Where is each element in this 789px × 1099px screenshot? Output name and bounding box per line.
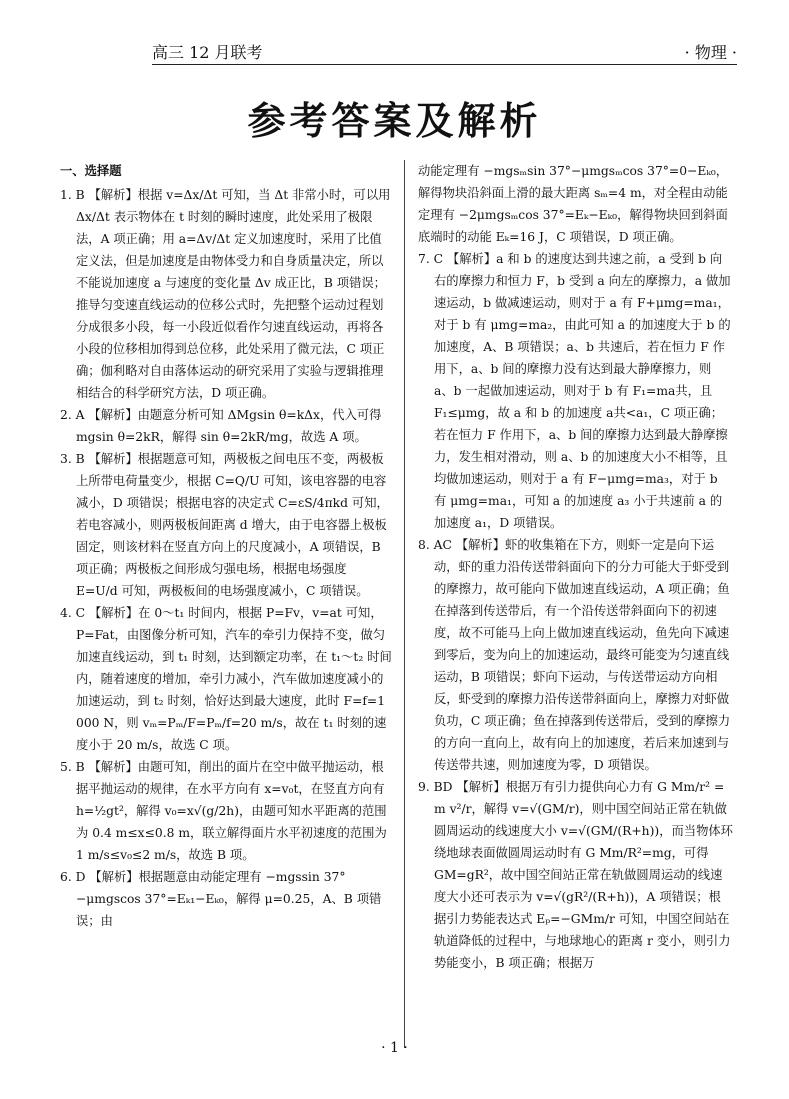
column-divider [404,160,405,1048]
page-header [152,30,737,65]
answer-item-6: 6. D 【解析】根据题意由动能定理有 −mgssin 37°−μmgscos 37°=Eₖ₁−Eₖ₀，解得 μ=0.25，A、B 项错误；由 [60,870,382,928]
answer-item-6-continued: 动能定理有 −mgsₘsin 37°−μmgsₘcos 37°=0−Eₖ₀，解得物块沿斜面上滑的最大距离 sₘ=4 m，对全程由动能定理有 −2μmgsₘcos 37°=Eₖ−Eₖ₀，解得物块回到斜面底端时的动能 Eₖ=16 J，C 项错误，D 项正确。 [418,164,729,244]
section-heading: 一、选择题 [60,164,122,178]
answer-item-8: 8. AC 【解析】虾的收集箱在下方，则虾一定是向下运动，虾的重力沿传送带斜面向下的分力可能大于虾受到的摩擦力，故可能向下做加速直线运动，A 项正确；鱼在掉落到传送带后，有一个沿传送带斜面向下的初速度，故不可能马上向上做加速直线运动，鱼先向下减速到零后，变为向上的加速运动，最终可能变为匀速直线运动，B 项错误；虾向下运动，与传送带运动方向相反，虾受到的摩擦力沿传送带斜面向上，摩擦力对虾做负功，C 项正确；鱼在掉落到传送带后，受到的摩擦力的方向一直向上，故有向上的加速度，若后来加速到与传送带共速，则加速度为零，D 项错误。 [418,538,731,772]
answer-item-9: 9. BD 【解析】根据万有引力提供向心力有 G Mm/r² = m v²/r，解得 v=√(GM/r)，则中国空间站正常在轨做圆周运动的线速度大小 v=√(GM/(R+h))，而当物体环绕地球表面做圆周运动时有 G Mm/R²=mg，可得 GM=gR²，故中国空间站正常在轨做圆周运动的线速度大小还可表示为 v=√(gR²/(R+h))，A 项错误；根据引力势能表达式 Eₚ=−GMm/r 可知，中国空间站在轨道降低的过程中，与地球地心的距离 r 变小，则引力势能变小，B 项正确；根据万 [418,780,733,970]
answer-item-2: 2. A 【解析】由题意分析可知 ΔMgsin θ=kΔx，代入可得 mgsin θ=2kR，解得 sin θ=2kR/mg，故选 A 项。 [60,408,382,444]
answer-item-1: 1. B 【解析】根据 v=Δx/Δt 可知，当 Δt 非常小时，可以用 Δx/Δt 表示物体在 t 时刻的瞬时速度，此处采用了极限法，A 项正确；用 a=Δv/Δt 定义加速度时，采用了比值定义法，但是加速度是由物体受力和自身质量决定，所以不能说加速度 a 与速度的变化量 Δv 成正比，B 项错误；推导匀变速直线运动的位移公式时，先把整个运动过程划分成很多小段，每一小段近似看作匀速直线运动，再将各小段的位移相加得到总位移，此处采用了微元法，C 项正确；伽利略对自由落体运动的研究采用了实验与逻辑推理相结合的科学研究方法，D 项正确。 [60,188,391,400]
page-number: · 1 · [381,1040,408,1056]
header-exam-title: 高三 12 月联考 [152,43,263,62]
answer-item-3: 3. B 【解析】根据题意可知，两极板之间电压不变，两极板上所带电荷量变少，根据 C=Q/U 可知，该电容器的电容减小，D 项错误；根据电容的决定式 C=εS/4πkd 可知，若电容减小，则两极板间距离 d 增大，由于电容器上极板固定，则该材料在竖直方向上的尺度减小，A 项错误，B 项正确；两极板之间形成匀强电场，根据电场强度 E=U/d 可知，两极板间的电场强度减小，C 项错误。 [60,452,389,598]
answer-item-7: 7. C 【解析】a 和 b 的速度达到共速之前，a 受到 b 向右的摩擦力和恒力 F，b 受到 a 向左的摩擦力，a 做加速运动，b 做减速运动，则对于 a 有 F+μmg=ma₁，对于 b 有 μmg=ma₂，由此可知 a 的加速度大于 b 的加速度，A、B 项错误；a、b 共速后，若在恒力 F 作用下，a、b 间的摩擦力没有达到最大静摩擦力，则 a、b 一起做加速运动，则对于 b 有 F₁=ma共，且 F₁≤μmg，故 a 和 b 的加速度 a共<a₁，C 项正确；若在恒力 F 作用下，a、b 间的摩擦力达到最大静摩擦力，发生相对滑动，则 a、b 的加速度大小不相等，且均做加速运动，则对于 a 有 F−μmg=ma₃，对于 b 有 μmg=ma₁，可知 a 的加速度 a₃ 小于共速前 a 的加速度 a₁，D 项错误。 [418,252,731,530]
left-column [60,160,392,932]
header-subject: · 物理 · [684,43,737,62]
answer-item-5: 5. B 【解析】由题可知，削出的面片在空中做平抛运动，根据平抛运动的规律，在水平方向有 x=v₀t，在竖直方向有 h=½gt²，解得 v₀=x√(g/2h)，由题可知水平距离的范围为 0.4 m≤x≤0.8 m，联立解得面片水平初速度的范围为 1 m/s≤v₀≤2 m/s，故选 B 项。 [60,760,387,862]
page-title: 参考答案及解析 [247,99,542,143]
right-column [418,160,733,974]
answer-item-4: 4. C 【解析】在 0～t₁ 时间内，根据 P=Fv，v=at 可知，P=Fat，由图像分析可知，汽车的牵引力保持不变，做匀加速直线运动，到 t₁ 时刻，达到额定功率，在 t₁～t₂ 时间内，随着速度的增加，牵引力减小，汽车做加速度减小的加速运动，到 t₂ 时刻，恰好达到最大速度，此时 F=f=1 000 N，则 vₘ=Pₘ/F=Pₘ/f=20 m/s，故在 t₁ 时刻的速度小于 20 m/s，故选 C 项。 [60,606,392,752]
